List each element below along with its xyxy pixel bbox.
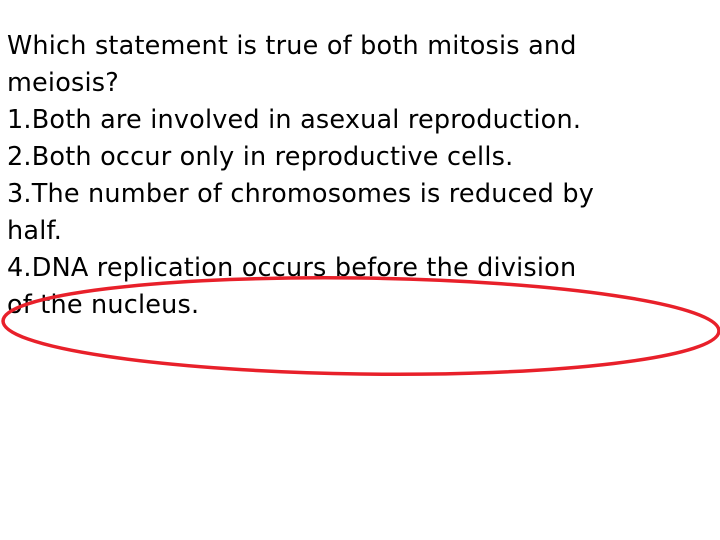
question-block: [7, 28, 707, 324]
option-3-line-2: half.: [7, 216, 63, 246]
option-3-line-1: 3.The number of chromosomes is reduced by: [7, 179, 595, 209]
question-text-line-2: meiosis?: [7, 68, 120, 98]
question-text-line-1: Which statement is true of both mitosis and: [7, 31, 577, 61]
option-4-line-1: 4.DNA replication occurs before the division: [7, 253, 577, 283]
option-4-line-2: of the nucleus.: [7, 290, 200, 320]
option-2: 2.Both occur only in reproductive cells.: [7, 142, 514, 172]
option-1: 1.Both are involved in asexual reproduction.: [7, 105, 582, 135]
